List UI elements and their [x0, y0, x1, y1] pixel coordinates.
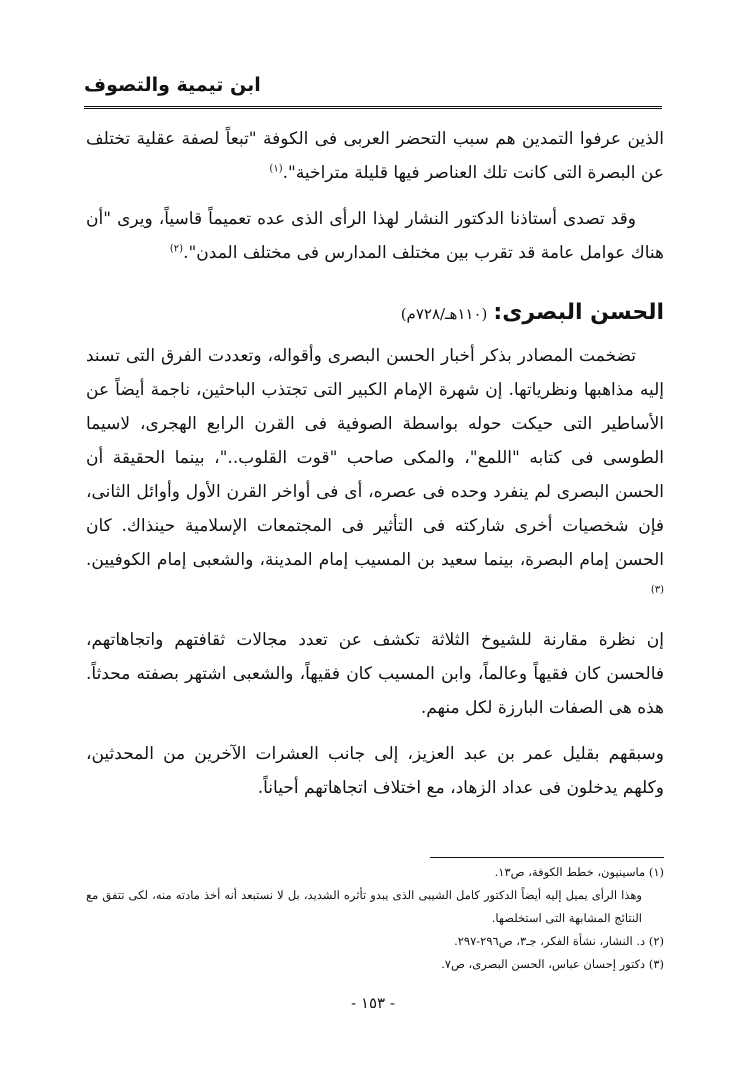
- footnotes: [86, 861, 664, 976]
- header-rule: [84, 106, 662, 109]
- footnote-ref-1[interactable]: (١): [269, 163, 283, 175]
- paragraph-3-text: تضخمت المصادر بذكر أخبار الحسن البصرى وأقواله، وتعددت الفرق التى تسند إليه مذاهبها ونظرياتها. إن شهرة الإمام الكبير التى تجتذب الباحثين، ناجمة أيضاً عن الأساطير التى حيكت حوله بواسطة الصوفية فى القرن الرابع الهجرى، لاسيما الطوسى فى كتابه "اللمع"، والمكى صاحب "قوت القلوب.."، بينما الحقيقة أن الحسن البصرى لم ينفرد وحده فى عصره، أى فى أواخر القرن الأول وأوائل الثانى، فإن شخصيات أخرى شاركته فى التأثير فى المجتمعات الإسلامية حينذاك. كان الحسن إمام البصرة، بينما سعيد بن المسيب إمام المدينة، والشعبى إمام الكوفيين.: [86, 346, 664, 570]
- paragraph-2: [86, 202, 664, 270]
- section-title: الحسن البصرى:: [493, 300, 664, 325]
- footnote-rule: [430, 857, 664, 858]
- footnote-1: (١) ماسينيون، خطط الكوفة، ص١٣.: [494, 865, 664, 879]
- paragraph-1-text: الذين عرفوا التمدين هم سبب التحضر العربى فى الكوفة "تبعاً لصفة عقلية تختلف عن البصرة التى كانت تلك العناصر فيها قليلة متراخية".: [86, 129, 664, 183]
- running-head-title: ابن تيمية والتصوف: [84, 74, 261, 96]
- section-heading: [86, 296, 664, 331]
- paragraph-1: [86, 122, 664, 190]
- paragraph-2-text: وقد تصدى أستاذنا الدكتور النشار لهذا الرأى الذى عده تعميماً قاسياً، ويرى "أن هناك عوامل عامة قد تقرب بين مختلف المدارس فى مختلف المدن".: [86, 209, 664, 263]
- footnote-2: (٢) د. النشار، نشأة الفكر، جـ٣، ص٢٩٦-٢٩٧.: [454, 934, 664, 948]
- footnote-ref-3[interactable]: (٣): [650, 584, 664, 596]
- paragraph-3: [86, 339, 664, 611]
- page-number: - ١٥٣ -: [351, 994, 395, 1012]
- footnote-3: (٣) دكتور إحسان عباس، الحسن البصرى، ص٧.: [441, 957, 664, 971]
- paragraph-5: وسبقهم بقليل عمر بن عبد العزيز، إلى جانب العشرات الآخرين من المحدثين، وكلهم يدخلون فى عداد الزهاد، مع اختلاف اتجاهاتهم أحياناً.: [86, 744, 664, 798]
- footnote-ref-2[interactable]: (٢): [169, 243, 184, 255]
- main-text: [86, 122, 664, 805]
- section-dates: (١١٠هـ/٧٢٨م): [400, 305, 488, 323]
- paragraph-4: إن نظرة مقارنة للشيوخ الثلاثة تكشف عن تعدد مجالات ثقافتهم واتجاهاتهم، فالحسن كان فقيهاً وعالماً، وابن المسيب كان فقيهاً، والشعبى اشتهر بصفته محدثاً. هذه هى الصفات البارزة لكل منهم.: [86, 630, 664, 718]
- footnote-1-continued: وهذا الرأى يميل إليه أيضاً الدكتور كامل الشيبى الذى يبدو تأثره الشديد، بل لا نستبعد أنه أخذ مادته منه، لكى تتفق مع النتائج المشابهة التى استخلصها.: [86, 888, 642, 925]
